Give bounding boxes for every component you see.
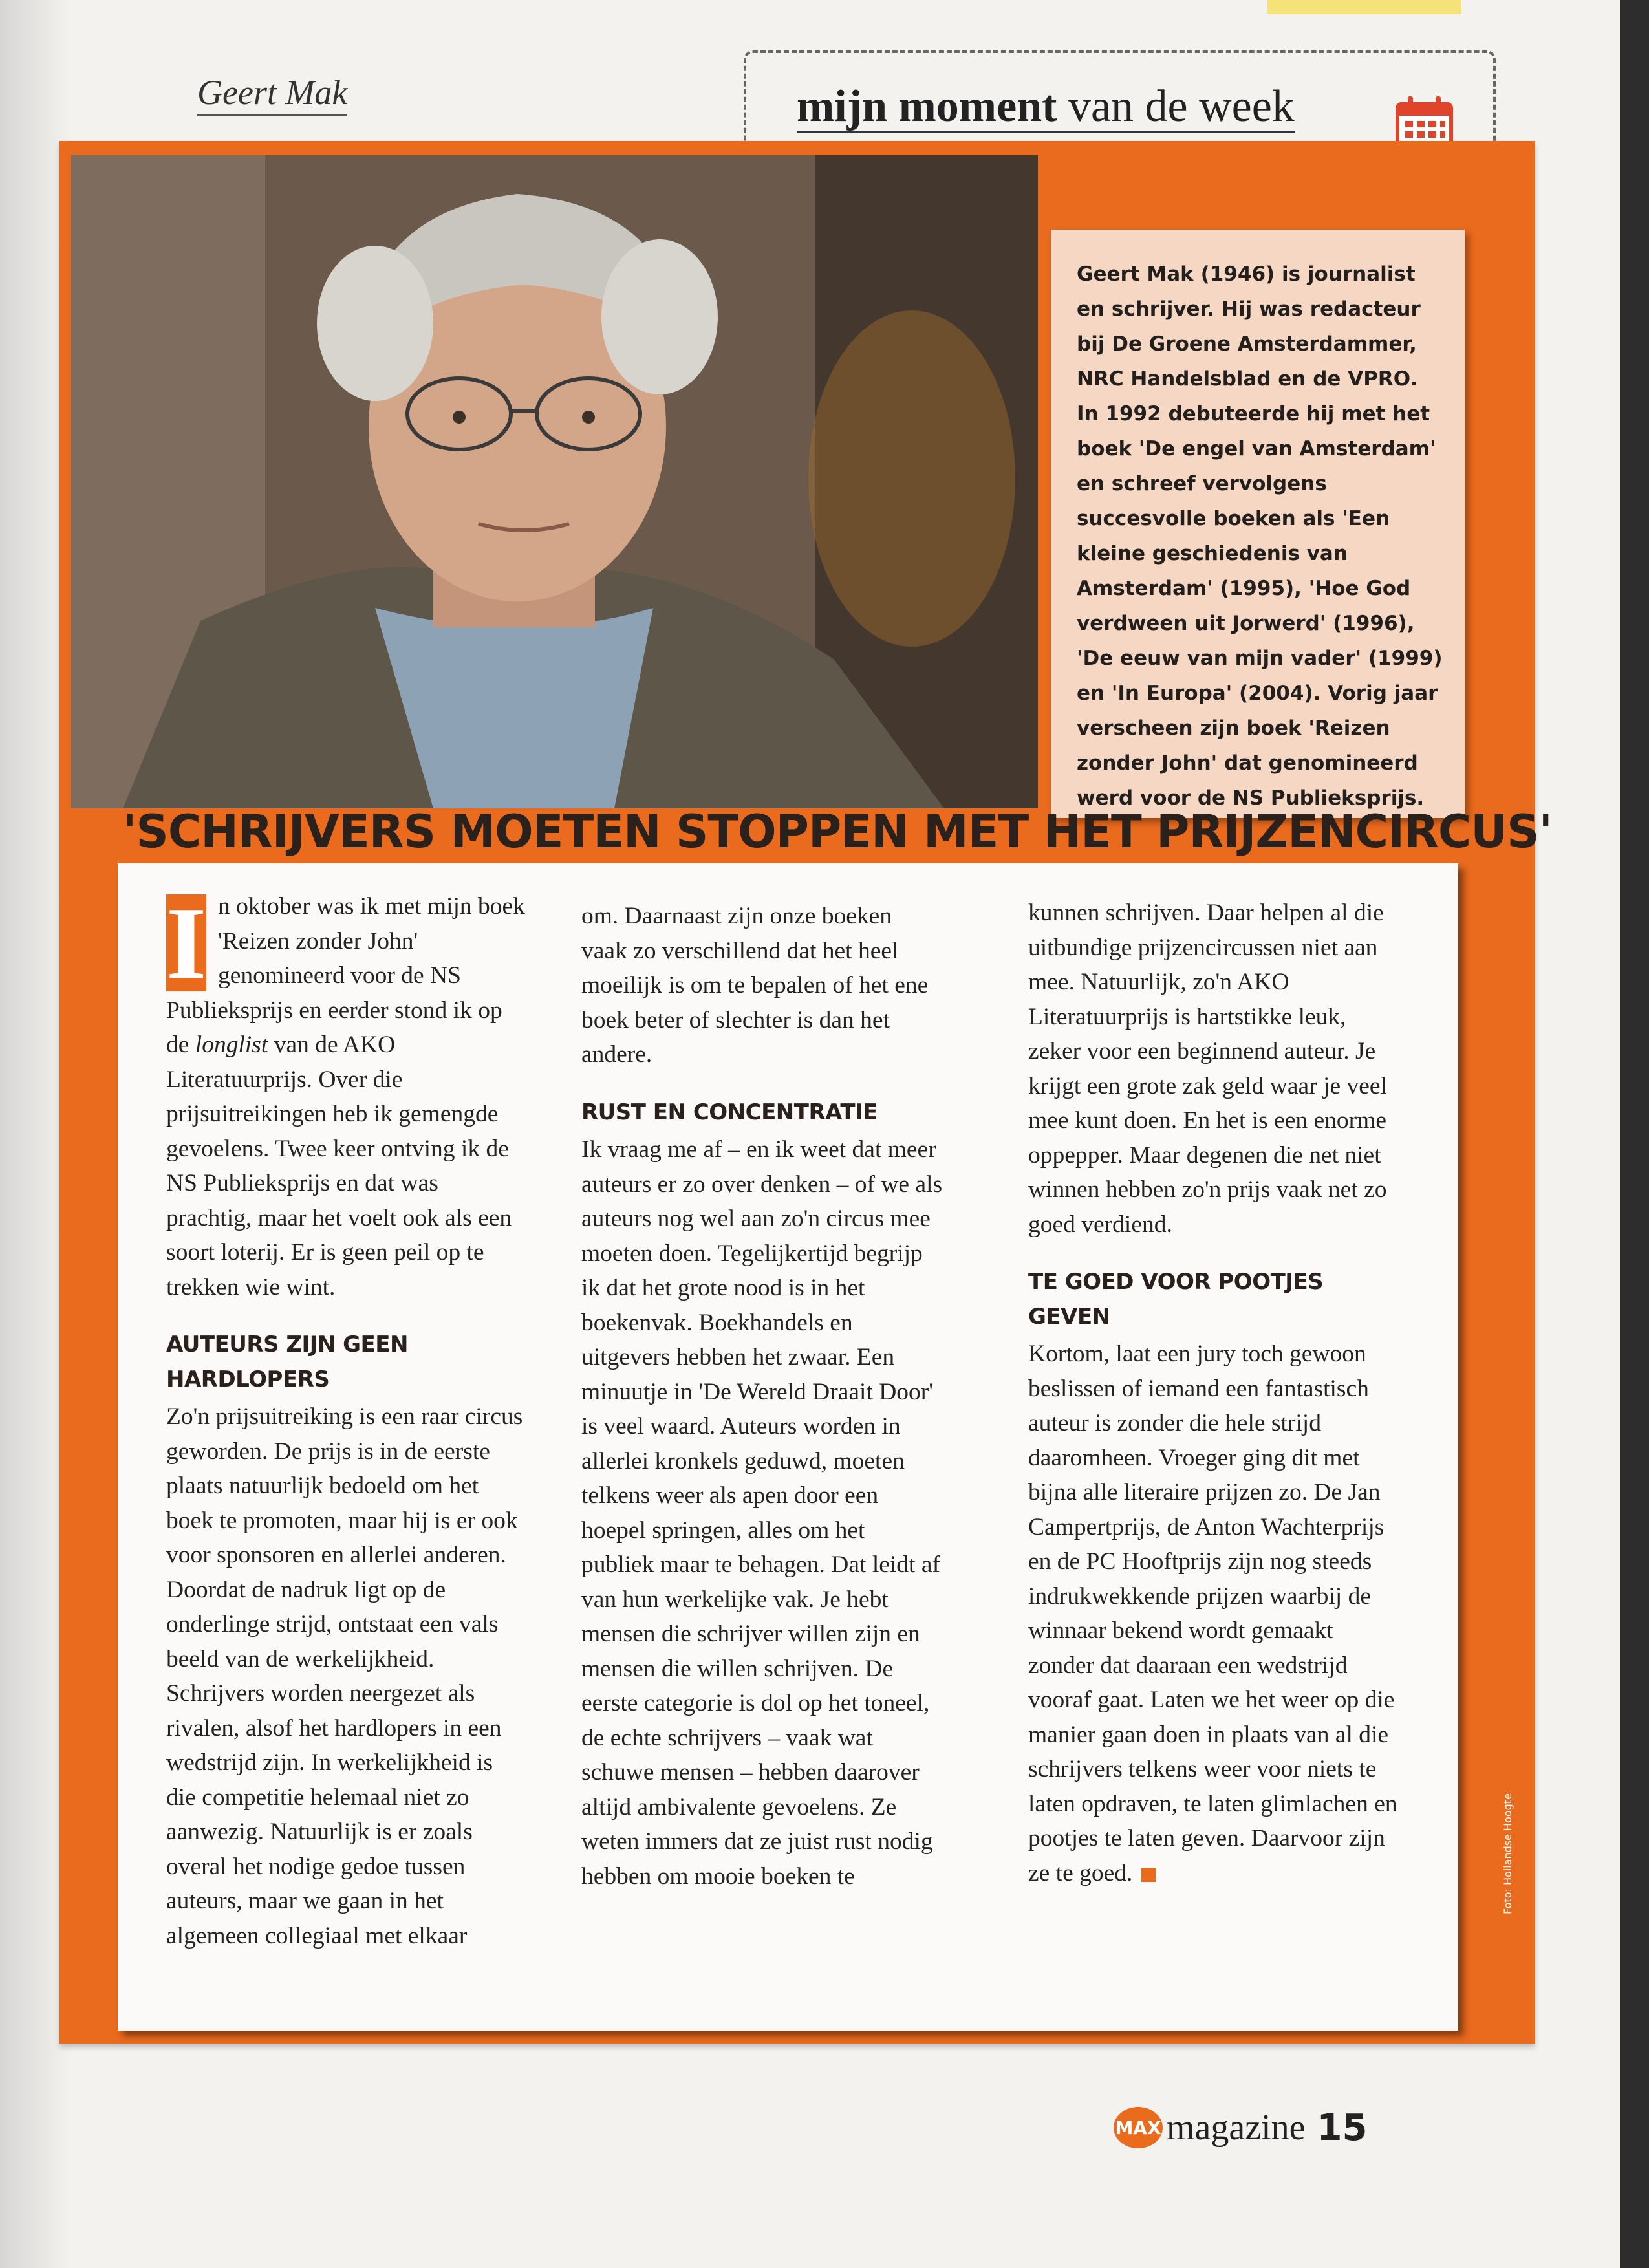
photo-credit: Foto: Hollandse Hoogte: [1502, 1793, 1514, 1914]
paragraph-4: Ik vraag me af – en ik weet dat meer auteurs er zo over denken – of we als auteurs nog wel aan zo'n circus mee moeten doen. Tegelijkertijd begrijp ik dat het grote nood is in het boekenvak. Boekhandels en uitgevers hebben het zwaar. Een minuutje in 'De Wereld Draait Door' is veel waard. Auteurs worden in allerlei kronkels geduwd, moeten telkens weer als apen door een hoepel springen, alles om het publiek maar te behagen. Dat leidt af van hun werkelijke vak. Je hebt mensen die schrijver willen zijn en mensen die willen schrijven. De eerste categorie is dol op het toneel, de echte schrijvers – vaak wat schuwe mensen – hebben daarover altijd ambivalente gevoelens. Ze weten immers dat ze juist rust nodig hebben om mooie boeken te: [581, 1136, 943, 1890]
max-logo: [1112, 2105, 1164, 2150]
subhead-3: TE GOED VOOR POOTJES GEVEN: [1028, 1269, 1324, 1330]
bio-box: [1051, 230, 1465, 818]
portrait-photo: [71, 155, 1038, 808]
section-title-rest: van de week: [1068, 81, 1295, 131]
subhead-2: RUST EN CONCENTRATIE: [581, 1099, 878, 1125]
section-title-bold: mijn moment: [797, 81, 1057, 131]
sticky-note-corner: [1267, 0, 1461, 14]
portrait-illustration: [71, 155, 1038, 808]
svg-text:MAX: MAX: [1115, 2117, 1161, 2139]
footer: [1112, 2105, 1367, 2150]
article-column-2: [581, 899, 943, 1894]
end-square-icon: [1141, 1868, 1156, 1882]
headline: 'SCHRIJVERS MOETEN STOPPEN MET HET PRIJZENCIRCUS': [123, 805, 1552, 858]
bio-text: Geert Mak (1946) is journalist en schrijver. Hij was redacteur bij De Groene Amsterdammer, NRC Handelsblad en de VPRO. In 1992 debuteerde hij met het boek 'De engel van Amsterdam' en schreef vervolgens succesvolle boeken als 'Een kleine geschiedenis van Amsterdam' (1995), 'Hoe God verdween uit Jorwerd' (1996), 'De eeuw van mijn vader' (1999) en 'In Europa' (2004). Vorig jaar verscheen zijn boek 'Reizen zonder John' dat genomineerd werd voor de NS Publieksprijs.: [1077, 263, 1443, 810]
paragraph-2: Zo'n prijsuitreiking is een raar circus geworden. De prijs is in de eerste plaats natuurlijk bedoeld om het boek te promoten, maar hij is er ook voor sponsoren en allerlei anderen. Doordat de nadruk ligt op de onderlinge strijd, ontstaat een vals beeld van de werkelijkheid. Schrijvers worden neergezet als rivalen, alsof het hardlopers in een wedstrijd zijn. In werkelijkheid is die competitie helemaal niet zo aanwezig. Natuurlijk is er zoals overal het nodige gedoe tussen auteurs, maar we gaan in het algemeen collegiaal met elkaar: [166, 1403, 523, 1949]
intro-text-a: n oktober was ik met mijn boek 'Reizen zonder John' genomineerd voor de NS Publieksprijs en eerder stond ik op de: [166, 893, 525, 1058]
intro-text-italic: longlist: [195, 1031, 268, 1058]
intro-text-b: van de AKO Literatuurprijs. Over die prijsuitreikingen heb ik gemengde gevoelens. Twee keer ontving ik de NS Publieksprijs en dat was prachtig, maar het voelt ook als een soort loterij. Er is geen peil op te trekken wie wint.: [166, 1031, 512, 1301]
page-number: 15: [1317, 2106, 1368, 2149]
article-column-3: [1028, 896, 1403, 1890]
scanner-background: [1620, 0, 1649, 2268]
footer-magazine-word: magazine: [1167, 2108, 1306, 2148]
paragraph-6-text: Kortom, laat een jury toch gewoon beslissen of iemand een fantastisch auteur is zonder die hele strijd daaromheen. Vroeger ging dit met bijna alle literaire prijzen zo. De Jan Campertprijs, de Anton Wachterprijs en de PC Hooftprijs zijn nog steeds indrukwekkende prijzen waarbij de winnaar bekend wordt gemaakt zonder dat daaraan een wedstrijd vooraf gaat. Laten we het weer op die manier gaan doen in plaats van al die schrijvers telkens weer voor niets te laten opdraven, te laten glimlachen en pootjes te laten geven. Daarvoor zijn ze te goed.: [1028, 1341, 1397, 1886]
section-title: [797, 83, 1295, 133]
paragraph-5: kunnen schrijven. Daar helpen al die uitbundige prijzencircussen niet aan mee. Natuurlijk, zo'n AKO Literatuurprijs is hartstikke leuk, zeker voor een beginnend auteur. Je krijgt een grote zak geld waar je veel mee kunt doen. En het is een enorme oppepper. Maar degenen die net niet winnen hebben zo'n prijs vaak net zo goed verdiend.: [1028, 900, 1387, 1238]
paragraph-6: [1028, 1337, 1403, 1890]
article-box: [118, 863, 1458, 2031]
paragraph-3: om. Daarnaast zijn onze boeken vaak zo verschillend dat het heel moeilijk is om te bepalen of het ene boek beter of slechter is dan het andere.: [581, 903, 929, 1068]
subhead-1: AUTEURS ZIJN GEEN HARDLOPERS: [166, 1332, 408, 1392]
dropcap: I: [166, 885, 207, 1000]
article-column-1: [166, 885, 528, 1953]
paragraph-intro: [166, 885, 528, 1304]
author-name: Geert Mak: [197, 72, 347, 116]
